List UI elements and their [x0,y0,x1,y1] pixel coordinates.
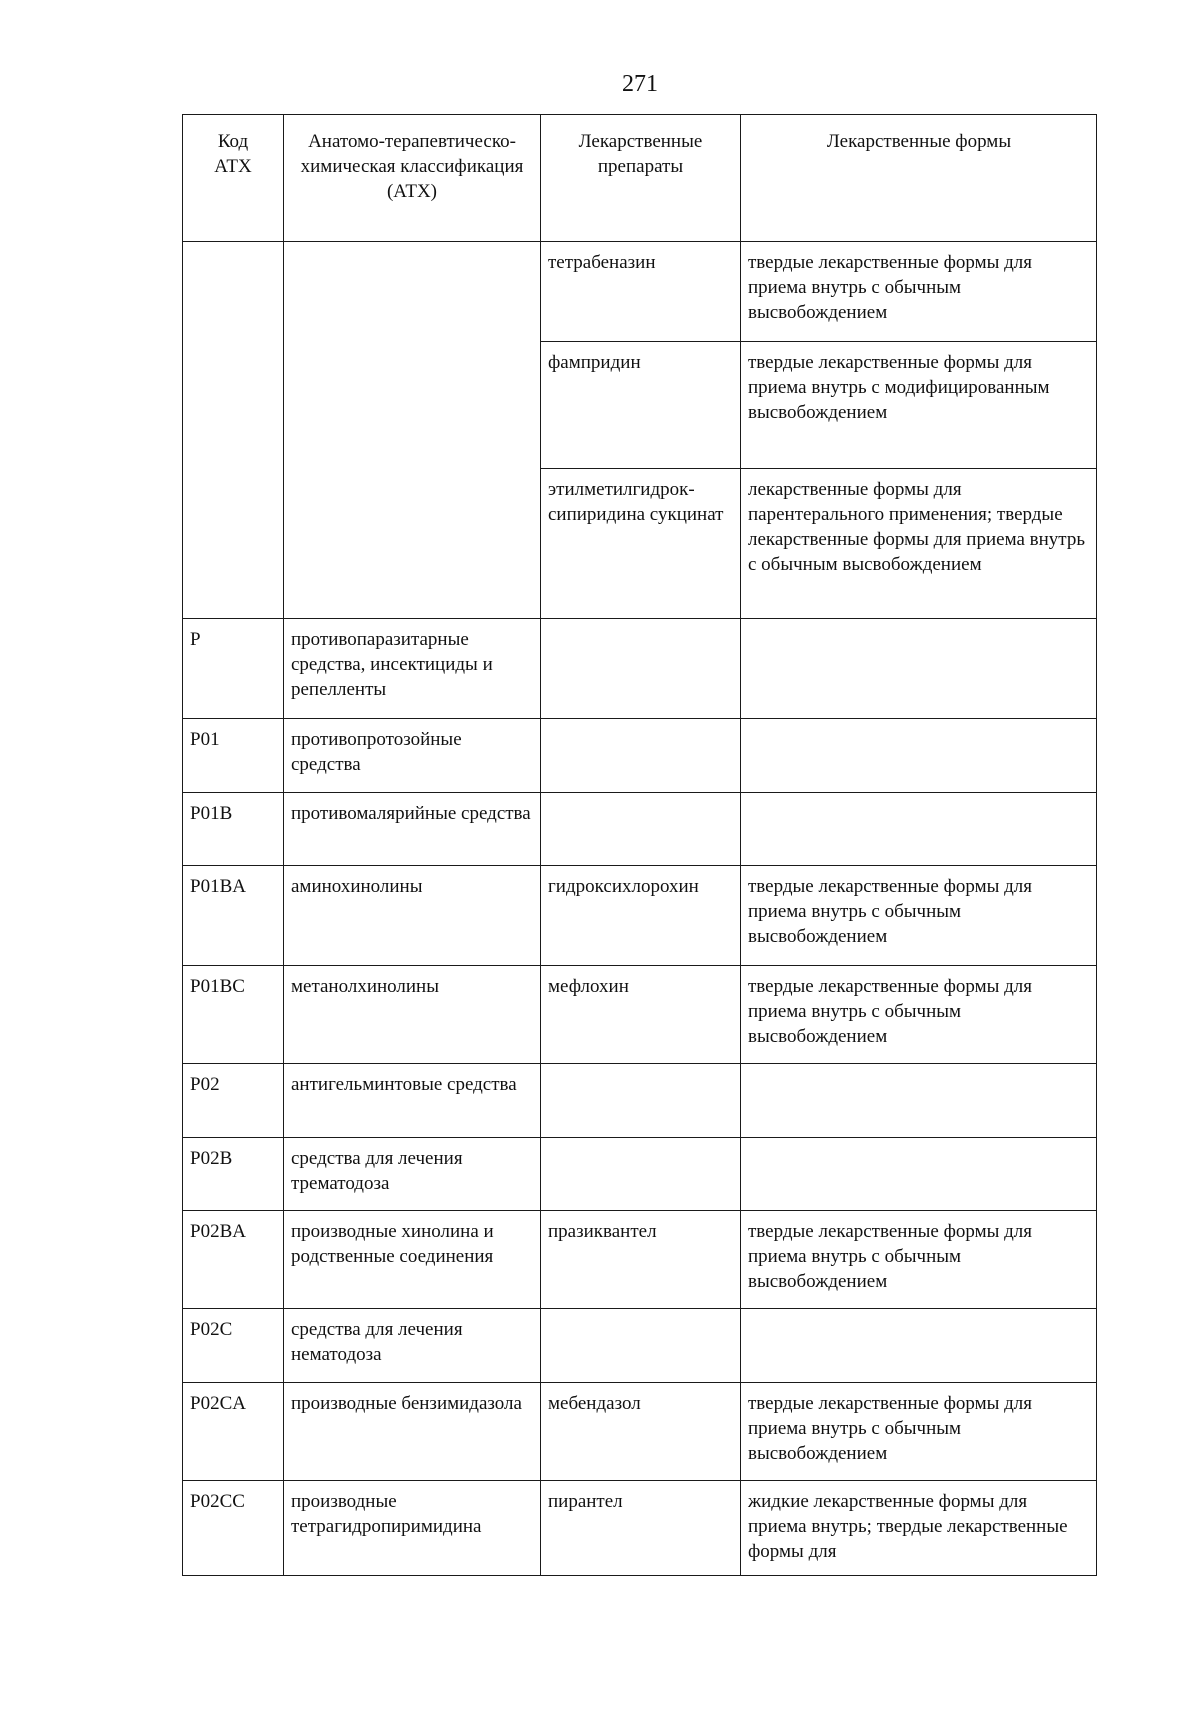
drug-cell: гидроксихлорохин [541,866,741,966]
table-row [183,1383,1097,1481]
code-cell [183,242,284,619]
drug-cell: мебендазол [541,1383,741,1481]
classification-cell: антигельминтовые средства [284,1064,541,1138]
drug-cell: фампридин [541,342,741,469]
classification-cell: производные бензимидазола [284,1383,541,1481]
code-cell: P [183,619,284,719]
drug-cell: празиквантел [541,1211,741,1309]
form-cell: жидкие лекарственные формы для приема внутрь; твердые лекарственные формы для [741,1481,1097,1576]
classification-cell [284,242,541,619]
drug-cell: тетрабеназин [541,242,741,342]
drug-cell: пирантел [541,1481,741,1576]
classification-cell: средства для лечения трематодоза [284,1138,541,1211]
form-cell: твердые лекарственные формы для приема внутрь с обычным высвобождением [741,242,1097,342]
code-cell: P01BA [183,866,284,966]
code-cell: P02BA [183,1211,284,1309]
table-row [183,1211,1097,1309]
code-cell: P01 [183,719,284,793]
form-cell [741,1309,1097,1383]
form-cell [741,619,1097,719]
drug-cell [541,619,741,719]
atx-table [182,114,1097,1576]
form-cell [741,1064,1097,1138]
code-cell: P01B [183,793,284,866]
classification-cell: противопаразитарные средства, инсектициды и репелленты [284,619,541,719]
drug-cell [541,1064,741,1138]
drug-cell [541,793,741,866]
form-cell [741,719,1097,793]
code-cell: P01BC [183,966,284,1064]
table-row [183,966,1097,1064]
code-cell: P02CA [183,1383,284,1481]
form-cell: лекарственные формы для парентерального применения; твердые лекарственные формы для приема внутрь с обычным высвобождением [741,469,1097,619]
form-cell: твердые лекарственные формы для приема внутрь с модифицированным высвобождением [741,342,1097,469]
classification-cell: противомалярийные средства [284,793,541,866]
table-row [183,1138,1097,1211]
form-cell [741,1138,1097,1211]
form-cell: твердые лекарственные формы для приема внутрь с обычным высвобождением [741,966,1097,1064]
page-number: 271 [622,71,658,97]
drug-cell [541,1309,741,1383]
table-row [183,619,1097,719]
form-cell: твердые лекарственные формы для приема внутрь с обычным высвобождением [741,1383,1097,1481]
drug-cell [541,719,741,793]
classification-cell: средства для лечения нематодоза [284,1309,541,1383]
table-row [183,719,1097,793]
code-cell: P02C [183,1309,284,1383]
table-row [183,866,1097,966]
classification-cell: аминохинолины [284,866,541,966]
header-classification: Анатомо-терапевтическо-химическая классификация (АТХ) [284,115,541,242]
classification-cell: противопротозойные средства [284,719,541,793]
table-row [183,1064,1097,1138]
form-cell: твердые лекарственные формы для приема внутрь с обычным высвобождением [741,1211,1097,1309]
code-cell: P02B [183,1138,284,1211]
drug-cell [541,1138,741,1211]
table-header-row [183,115,1097,242]
header-forms: Лекарственные формы [741,115,1097,242]
drug-cell: этилметилгидрок-сипиридина сукцинат [541,469,741,619]
table-row [183,1309,1097,1383]
header-drugs: Лекарственные препараты [541,115,741,242]
form-cell: твердые лекарственные формы для приема внутрь с обычным высвобождением [741,866,1097,966]
table-row [183,242,1097,342]
table-row [183,793,1097,866]
classification-cell: производные тетрагидропиримидина [284,1481,541,1576]
classification-cell: производные хинолина и родственные соединения [284,1211,541,1309]
classification-cell: метанолхинолины [284,966,541,1064]
table-row [183,1481,1097,1576]
drug-cell: мефлохин [541,966,741,1064]
code-cell: P02CC [183,1481,284,1576]
header-code: Код АТХ [183,115,284,242]
form-cell [741,793,1097,866]
code-cell: P02 [183,1064,284,1138]
